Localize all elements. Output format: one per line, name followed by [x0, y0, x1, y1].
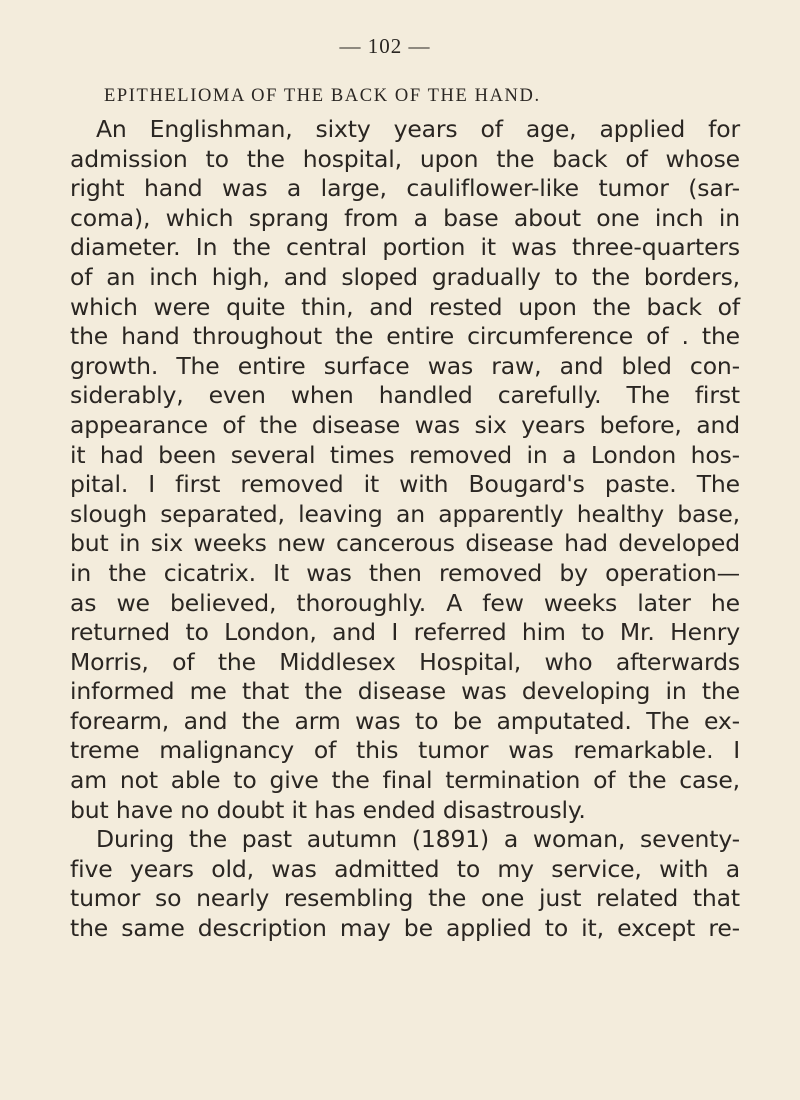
- text-line: am not able to give the final termination of the case,: [70, 766, 740, 795]
- text-line: in the cicatrix. It was then removed by operation—: [70, 558, 740, 587]
- text-line: it had been several times removed in a London hos-: [70, 440, 740, 469]
- text-line: forearm, and the arm was to be amputated. The ex-: [70, 706, 740, 735]
- text-line: coma), which sprang from a base about one inch in: [70, 203, 740, 232]
- text-line: returned to London, and I referred him to Mr. Henry: [70, 618, 740, 647]
- body-text: [70, 115, 740, 944]
- text-line: informed me that the disease was developing in the: [70, 677, 740, 706]
- text-line: five years old, was admitted to my service, with a: [70, 854, 740, 883]
- text-line: but in six weeks new cancerous disease had developed: [70, 529, 740, 558]
- text-line: growth. The entire surface was raw, and bled con-: [70, 351, 740, 380]
- text-line: the hand throughout the entire circumference of . the: [70, 322, 740, 351]
- text-line: tumor so nearly resembling the one just related that: [70, 884, 740, 913]
- section-heading: EPITHELIOMA OF THE BACK OF THE HAND.: [104, 86, 541, 106]
- text-line: diameter. In the central portion it was three-quarters: [70, 233, 740, 262]
- text-line: During the past autumn (1891) a woman, seventy-: [96, 825, 740, 854]
- text-line: which were quite thin, and rested upon the back of: [70, 292, 740, 321]
- text-line: siderably, even when handled carefully. The first: [70, 381, 740, 410]
- page-number: — 102 —: [339, 34, 431, 58]
- text-line: treme malignancy of this tumor was remarkable. I: [70, 736, 740, 765]
- text-line: appearance of the disease was six years before, and: [70, 410, 740, 439]
- text-line: Morris, of the Middlesex Hospital, who afterwards: [70, 647, 740, 676]
- text-line: right hand was a large, cauliflower-like tumor (sar-: [70, 174, 740, 203]
- text-line: of an inch high, and sloped gradually to the borders,: [70, 262, 740, 291]
- text-line: An Englishman, sixty years of age, applied for: [96, 115, 740, 143]
- text-line: but have no doubt it has ended disastrously.: [70, 795, 586, 824]
- text-line: the same description may be applied to it, except re-: [70, 914, 740, 943]
- text-line: admission to the hospital, upon the back of whose: [70, 144, 740, 173]
- text-line: pital. I first removed it with Bougard's paste. The: [70, 470, 740, 499]
- text-line: as we believed, thoroughly. A few weeks later he: [70, 588, 740, 617]
- text-line: slough separated, leaving an apparently healthy base,: [70, 499, 740, 528]
